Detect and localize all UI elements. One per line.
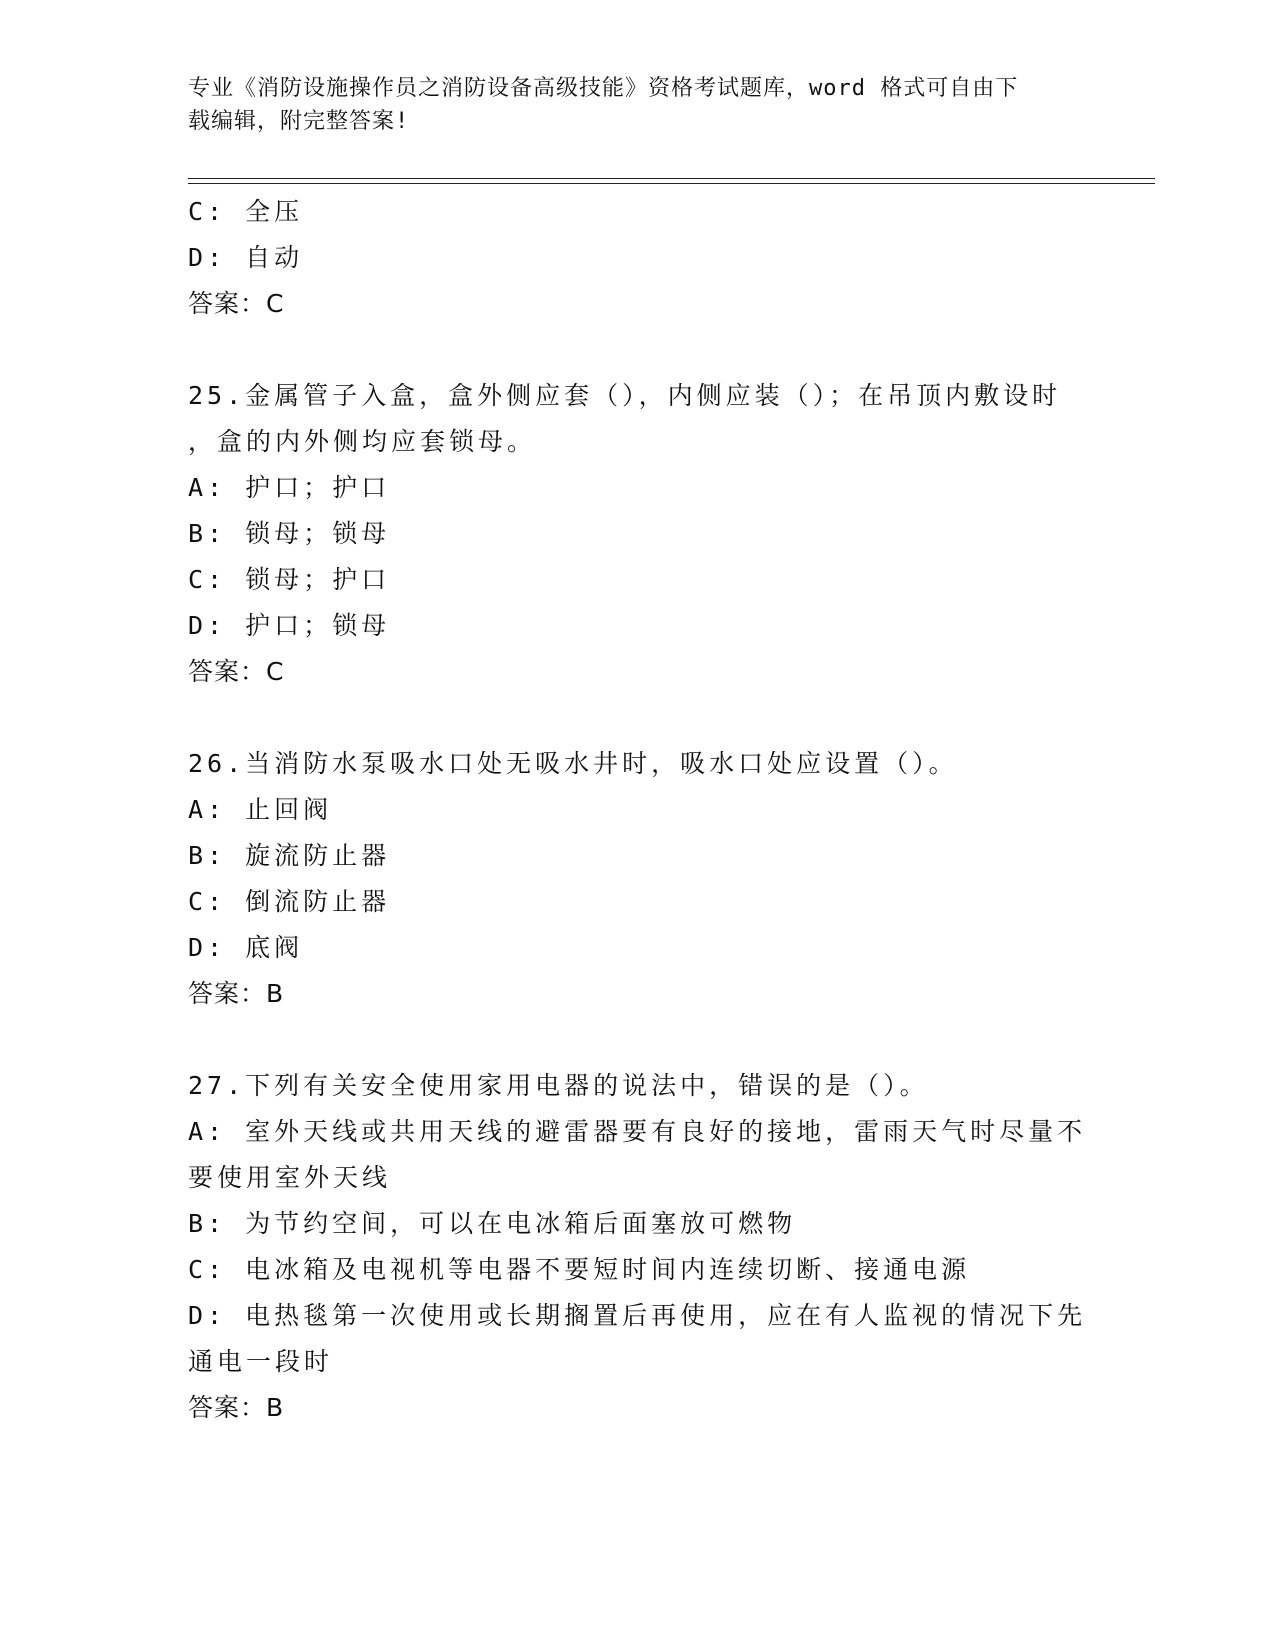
- question-stem: 26.当消防水泵吸水口处无吸水井时，吸水口处应设置（）。: [188, 749, 958, 778]
- option-d-continued: 通电一段时: [188, 1347, 334, 1376]
- option-d: D: 护口；锁母: [188, 611, 391, 640]
- option-a: A: 室外天线或共用天线的避雷器要有良好的接地，雷雨天气时尽量不: [188, 1117, 1087, 1146]
- question-list: [188, 189, 1088, 1431]
- option-d: D: 电热毯第一次使用或长期搁置后再使用，应在有人监视的情况下先: [188, 1301, 1087, 1330]
- answer: 答案：C: [188, 289, 285, 318]
- question-stem: 27.下列有关安全使用家用电器的说法中，错误的是（）。: [188, 1071, 929, 1100]
- option-d: D: 底阀: [188, 933, 304, 962]
- question-24-continued: [188, 189, 1088, 327]
- option-d: D: 自动: [188, 243, 304, 272]
- option-c: C: 倒流防止器: [188, 887, 391, 916]
- document-header: [188, 72, 1068, 138]
- answer: 答案：B: [188, 979, 285, 1008]
- question-25: [188, 373, 1088, 695]
- option-a: A: 护口；护口: [188, 473, 391, 502]
- option-c: C: 全压: [188, 197, 304, 226]
- question-stem: 25.金属管子入盒，盒外侧应套（），内侧应装（）；在吊顶内敷设时: [188, 381, 1062, 410]
- option-a: A: 止回阀: [188, 795, 333, 824]
- header-line-1: 专业《消防设施操作员之消防设备高级技能》资格考试题库，word 格式可自由下: [188, 76, 1019, 101]
- spacer: [188, 327, 1088, 373]
- header-divider-bottom: [188, 183, 1155, 184]
- header-line-2: 载编辑，附完整答案!: [188, 109, 410, 134]
- option-b: B: 旋流防止器: [188, 841, 391, 870]
- question-26: [188, 741, 1088, 1017]
- option-c: C: 锁母；护口: [188, 565, 391, 594]
- question-27: [188, 1063, 1088, 1431]
- option-a-continued: 要使用室外天线: [188, 1163, 392, 1192]
- answer: 答案：C: [188, 657, 285, 686]
- spacer: [188, 695, 1088, 741]
- answer: 答案：B: [188, 1393, 285, 1422]
- spacer: [188, 1017, 1088, 1063]
- option-b: B: 为节约空间，可以在电冰箱后面塞放可燃物: [188, 1209, 797, 1238]
- option-b: B: 锁母；锁母: [188, 519, 391, 548]
- option-c: C: 电冰箱及电视机等电器不要短时间内连续切断、接通电源: [188, 1255, 971, 1284]
- question-stem-continued: ，盒的内外侧均应套锁母。: [188, 427, 537, 456]
- header-divider-top: [188, 178, 1155, 179]
